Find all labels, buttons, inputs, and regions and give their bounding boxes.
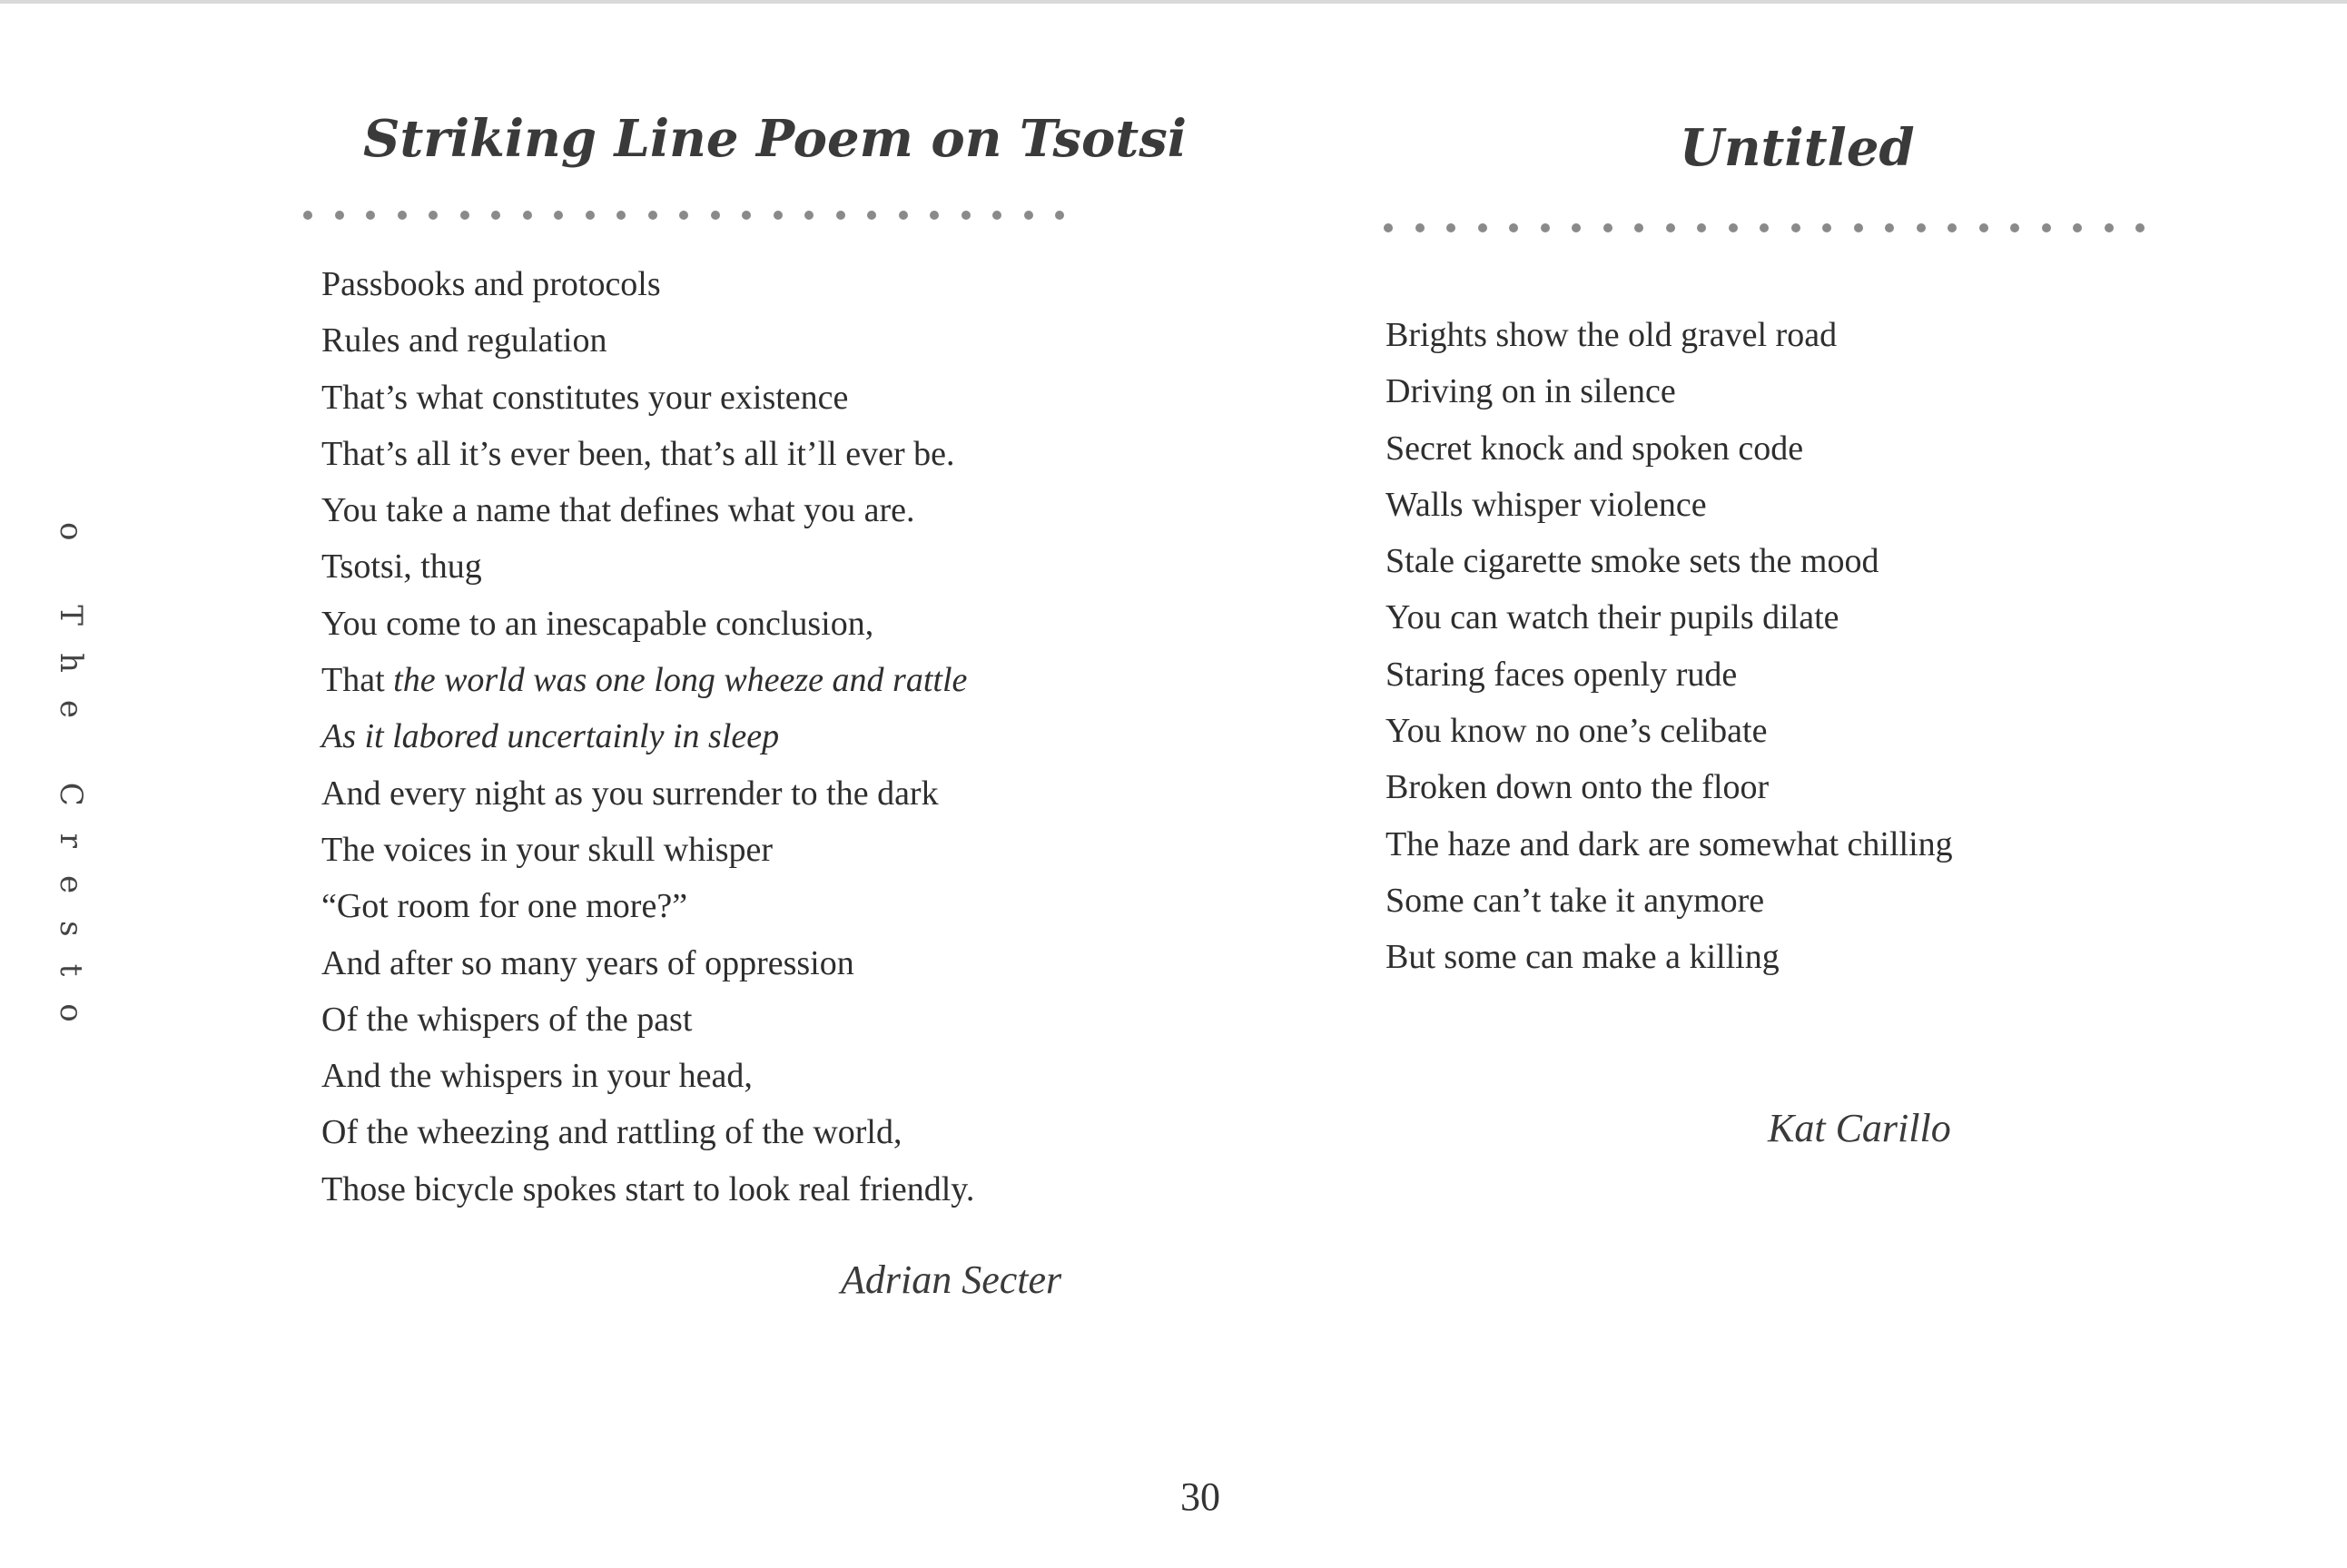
- poem-line: Rules and regulation: [321, 321, 607, 360]
- page-number: 30: [1180, 1474, 1220, 1519]
- poem-line: Walls whisper violence: [1386, 485, 1707, 524]
- poem-line: “Got room for one more?”: [321, 887, 688, 926]
- poem-line: Stale cigarette smoke sets the mood: [1386, 542, 1879, 581]
- poem-right: [1362, 118, 2179, 986]
- poem-line: Of the wheezing and rattling of the world,: [321, 1113, 902, 1152]
- poem-line: Broken down onto the floor: [1386, 768, 1770, 807]
- poem-left-title: Striking Line Poem on Tsotsi: [363, 109, 1187, 169]
- poem-line: The voices in your skull whisper: [321, 830, 774, 869]
- poem-line: Some can’t take it anymore: [1386, 881, 1765, 920]
- page-top-rule: [0, 0, 2347, 4]
- poem-line: That’s what constitutes your existence: [321, 378, 849, 417]
- poem-line: But some can make a killing: [1386, 938, 1780, 977]
- poem-line: [321, 652, 1117, 708]
- poem-right-dotted-rule: [1384, 222, 2179, 234]
- poem-line: You know no one’s celibate: [1386, 712, 1768, 751]
- poem-line: And every night as you surrender to the dark: [321, 774, 939, 813]
- poem-line: Driving on in silence: [1386, 372, 1676, 411]
- poem-line: And the whispers in your head,: [321, 1057, 753, 1096]
- poem-line: Tsotsi, thug: [321, 547, 482, 587]
- poem-left-author: Adrian Secter: [841, 1257, 1062, 1302]
- poem-line: And after so many years of oppression: [321, 943, 854, 982]
- poem-line: Secret knock and spoken code: [1386, 429, 1804, 468]
- poem-line: You take a name that defines what you are.: [321, 491, 915, 530]
- poem-line-quote: the world was one long wheeze and rattle: [393, 661, 968, 700]
- poem-line: [321, 708, 1117, 764]
- poem-right-title: Untitled: [1680, 118, 1915, 178]
- poem-left-dotted-rule: [303, 209, 1117, 222]
- side-title: [53, 522, 89, 1050]
- poem-line: The haze and dark are somewhat chilling: [1386, 824, 1953, 863]
- poem-line: Passbooks and protocols: [321, 265, 661, 303]
- poem-line: Those bicycle spokes start to look real friendly.: [321, 1169, 975, 1208]
- poem-line: That’s all it’s ever been, that’s all it’ll ever be.: [321, 434, 955, 473]
- poem-left-lines: [300, 256, 1117, 1218]
- poem-line: You come to an inescapable conclusion,: [321, 604, 874, 643]
- poem-line: Staring faces openly rude: [1386, 655, 1738, 694]
- poem-line: Of the whispers of the past: [321, 1000, 693, 1039]
- poem-line: Brights show the old gravel road: [1386, 316, 1838, 354]
- poem-line-start: That: [321, 661, 394, 700]
- poem-line-quote: As it labored uncertainly in sleep: [321, 717, 780, 756]
- poem-right-author: Kat Carillo: [1768, 1106, 1951, 1150]
- poem-right-lines: [1362, 307, 2179, 986]
- poem-left: [300, 109, 1187, 1218]
- poem-line: You can watch their pupils dilate: [1386, 598, 1839, 637]
- side-title-text: o The Cresto: [53, 522, 89, 1050]
